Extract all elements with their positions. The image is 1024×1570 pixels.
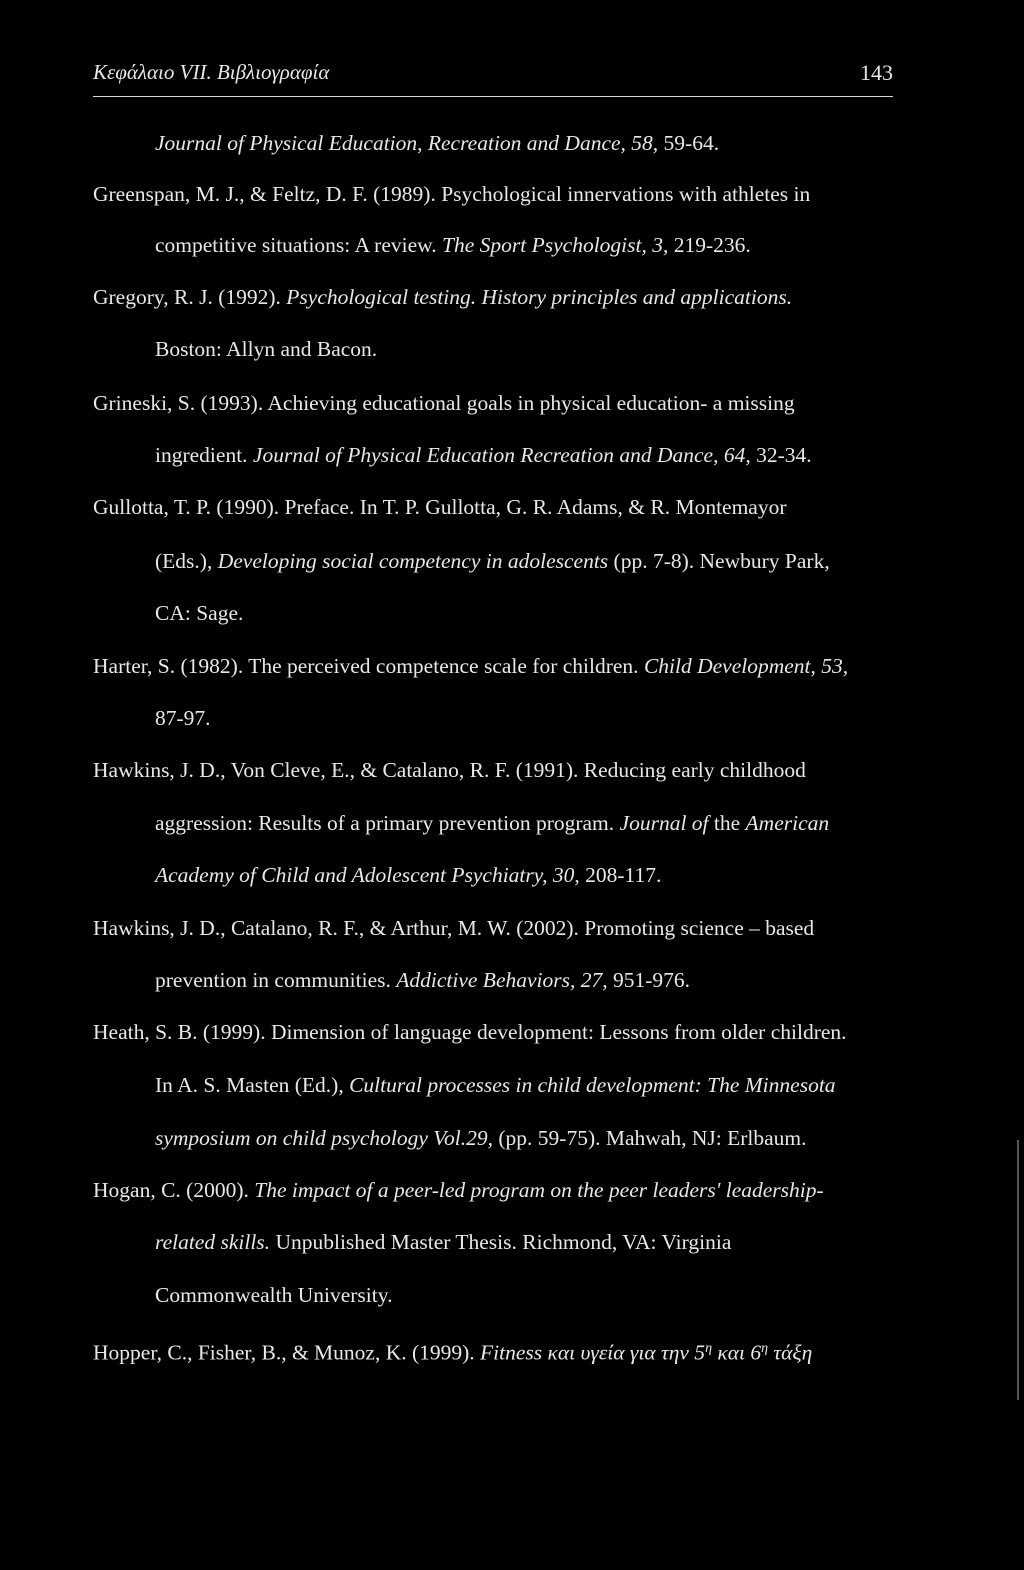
text-run: ingredient. (155, 443, 253, 467)
reference-line (155, 809, 829, 837)
reference-line (155, 231, 751, 259)
text-run: Unpublished Master Thesis. Richmond, VA: Virginia (270, 1230, 732, 1254)
text-run: prevention in communities. (155, 968, 397, 992)
italic-text-run: η (705, 1341, 712, 1356)
reference-line (93, 1018, 847, 1046)
italic-text-run: Journal of Physical Education, Recreation and Dance, 58, (155, 131, 659, 155)
reference-line (155, 129, 719, 157)
text-run: Grineski, S. (1993). Achieving educational goals in physical education- a missing (93, 391, 795, 415)
header-divider (93, 96, 893, 97)
reference-line (93, 756, 806, 784)
text-run: Hogan, C. (2000). (93, 1178, 255, 1202)
text-run: (pp. 7-8). Newbury Park, (608, 549, 830, 573)
reference-line (155, 1071, 836, 1099)
reference-line (155, 335, 377, 363)
italic-text-run: Fitness και υγεία για την 5 (480, 1340, 706, 1365)
italic-text-run: τάξη (768, 1340, 813, 1365)
reference-line (93, 1176, 824, 1204)
reference-line (93, 389, 795, 417)
text-run: (pp. 59-75). Mahwah, NJ: Erlbaum. (493, 1126, 807, 1150)
reference-line (93, 283, 792, 311)
text-run: competitive situations: A review. (155, 233, 443, 257)
reference-line (93, 1335, 812, 1367)
text-run: 219-236. (668, 233, 751, 257)
italic-text-run: The impact of a peer-led program on the peer leaders' leadership- (254, 1178, 824, 1202)
reference-line (155, 599, 243, 627)
reference-line (155, 861, 661, 889)
text-run: , 208-117. (574, 863, 662, 887)
text-run: the (708, 811, 746, 835)
text-run: Gullotta, T. P. (1990). Preface. In T. P. Gullotta, G. R. Adams, & R. Montemayor (93, 495, 787, 519)
text-run: Commonwealth University. (155, 1283, 393, 1307)
italic-text-run: και 6 (712, 1340, 762, 1365)
text-run: Heath, S. B. (1999). Dimension of language development: Lessons from older children. (93, 1020, 847, 1044)
italic-text-run: Developing social competency in adolescents (217, 549, 609, 573)
text-run: 32-34. (750, 443, 812, 467)
reference-line (155, 441, 812, 469)
reference-line (93, 914, 814, 942)
text-run: 59-64. (658, 131, 720, 155)
text-run: Hopper, C., Fisher, B., & Munoz, K. (1999). (93, 1340, 481, 1365)
text-run: Hawkins, J. D., Catalano, R. F., & Arthur, M. W. (2002). Promoting science – based (93, 916, 815, 940)
text-run: 951-976. (607, 968, 691, 992)
text-run: Hawkins, J. D., Von Cleve, E., & Catalano, R. F. (1991). Reducing early childhood (93, 758, 806, 782)
text-run: 87-97. (155, 706, 211, 730)
text-run: (Eds.), (155, 549, 218, 573)
reference-line (93, 652, 848, 680)
text-run: Boston: Allyn and Bacon. (155, 337, 378, 361)
text-run: aggression: Results of a primary prevention program. (155, 811, 620, 835)
reference-line (155, 547, 830, 575)
italic-text-run: American (745, 811, 830, 835)
italic-text-run: Journal of (619, 811, 709, 835)
italic-text-run: related skills. (155, 1230, 271, 1254)
reference-line (155, 1281, 392, 1309)
italic-text-run: The Sport Psychologist, 3, (442, 233, 669, 257)
page-header (93, 60, 893, 92)
text-run: Greenspan, M. J., & Feltz, D. F. (1989). Psychological innervations with athletes in (93, 182, 811, 206)
italic-text-run: Child Development, 53, (643, 654, 849, 678)
italic-text-run: Journal of Physical Education Recreation and Dance, 64, (252, 443, 751, 467)
italic-text-run: Academy of Child and Adolescent Psychiatry, 30 (155, 863, 575, 887)
text-run: Harter, S. (1982). The perceived competence scale for children. (93, 654, 644, 678)
scan-margin-mark (1017, 1140, 1019, 1400)
reference-line (155, 966, 690, 994)
reference-line (155, 1228, 731, 1256)
reference-line (93, 180, 810, 208)
italic-text-run: Cultural processes in child development: The Minnesota (349, 1073, 836, 1097)
italic-text-run: η (761, 1341, 769, 1356)
reference-line (93, 493, 787, 521)
italic-text-run: symposium on child psychology Vol.29, (155, 1126, 493, 1150)
text-run: Gregory, R. J. (1992). (93, 285, 287, 309)
page-number: 143 (860, 60, 893, 85)
text-run: CA: Sage. (155, 601, 244, 625)
italic-text-run: Addictive Behaviors, 27, (396, 968, 608, 992)
chapter-title: Κεφάλαιο VII. Βιβλιογραφία (93, 60, 330, 84)
italic-text-run: Psychological testing. History principles and applications. (286, 285, 793, 309)
text-run: In A. S. Masten (Ed.), (155, 1073, 350, 1097)
reference-line (155, 704, 211, 732)
reference-line (155, 1124, 806, 1152)
